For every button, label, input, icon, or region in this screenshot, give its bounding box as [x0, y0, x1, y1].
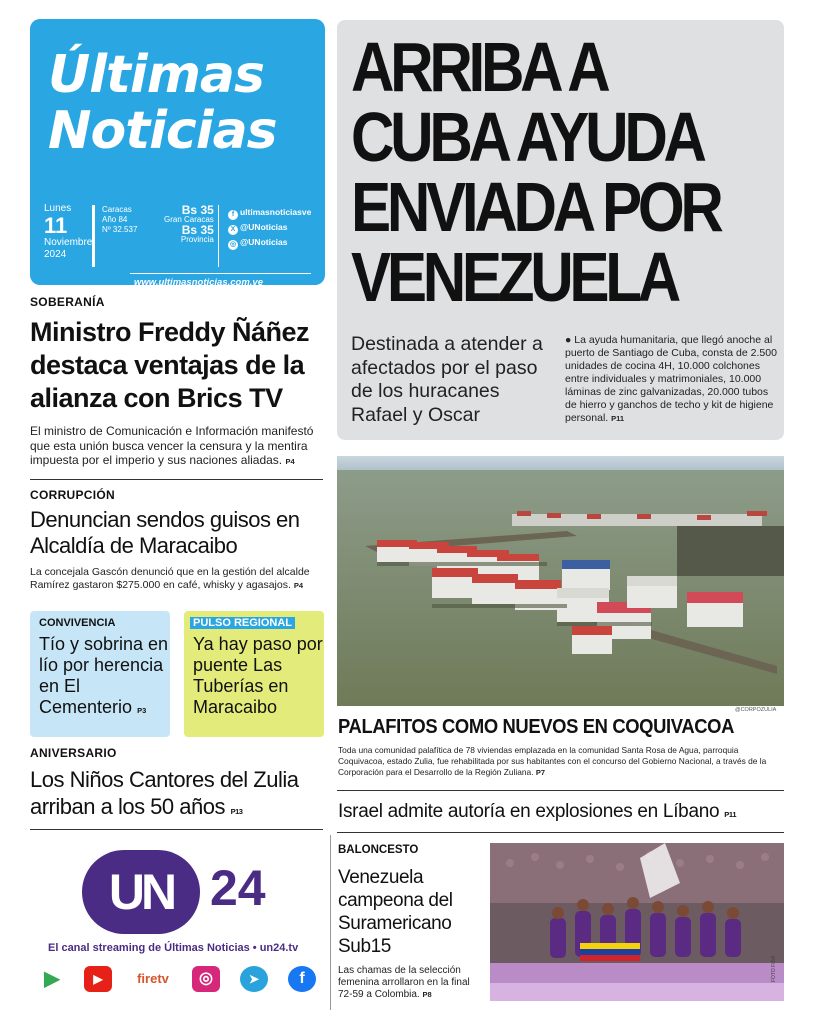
divider: [130, 273, 311, 274]
headline-convivencia: [39, 634, 170, 721]
headline-text: Los Niños Cantores del Zulia arriban a los 50 años: [30, 767, 299, 819]
divider: [92, 205, 95, 267]
volume: Año 84: [102, 215, 128, 224]
issue-info: [102, 205, 137, 235]
photo-credit: @CORPOZULIA: [735, 707, 777, 713]
day-number: 11: [44, 213, 68, 238]
divider: [218, 205, 219, 267]
social-handle: @UNoticias: [240, 237, 288, 247]
page-ref: P11: [611, 414, 625, 423]
month: Noviembre: [44, 237, 93, 248]
kicker-baloncesto: BALONCESTO: [338, 844, 419, 856]
headline-israel[interactable]: [338, 801, 736, 823]
main-headline[interactable]: [351, 28, 720, 316]
prices: [164, 205, 214, 245]
social-instagram[interactable]: [228, 235, 311, 250]
divider: [330, 835, 331, 1010]
divider: [337, 790, 784, 791]
logo-line-2: Noticias: [48, 101, 277, 161]
un24-logo-text: UN: [108, 864, 174, 920]
page-ref: P8: [422, 990, 432, 999]
body-text: Toda una comunidad palafítica de 78 viviendas emplazada en la comunidad Santa Rosa de Agua, parroquia Coquivacoa, estado Zulia, fue rehabilitada por sus habitantes con el concurso del Gobierno Nacional, a través de la Corporación para el Desarrollo de la Región Zuliana.: [338, 745, 767, 777]
kicker-convivencia: CONVIVENCIA: [39, 617, 116, 629]
logo-line-1: Últimas: [48, 45, 264, 105]
divider: [30, 829, 323, 830]
main-story: [337, 20, 784, 440]
un24-tagline: El canal streaming de Últimas Noticias • un24.tv: [48, 942, 299, 954]
un24-logo[interactable]: [82, 850, 200, 934]
price-caracas: Bs 35: [181, 203, 214, 217]
body-baloncesto: [338, 965, 484, 1001]
body-palafitos: [338, 745, 784, 778]
palafitos-photo[interactable]: [337, 456, 784, 706]
issue-number: Nº 32.537: [102, 225, 138, 234]
divider: [30, 479, 323, 480]
page-ref: P4: [293, 581, 304, 590]
page-ref: P11: [724, 810, 737, 819]
headline-text: Tío y sobrina en lío por herencia en El Cementerio: [39, 634, 169, 717]
main-body: ● La ayuda humanitaria, que llegó anoche al puerto de Santiago de Cuba, consta de 2.500 unidades de cocina 4H, 10.000 colchones entre individuales y matrimoniales, 10.000 láminas de zinc galvanizadas, 20.000 tubos de hierro y ganchos de techo y kit de higiene personal. P11: [565, 334, 777, 424]
headline-aniversario[interactable]: [30, 766, 330, 825]
social-handle: @UNoticias: [240, 222, 288, 232]
headline-line: CUBA AYUDA: [351, 98, 703, 176]
price-caracas-label: Gran Caracas: [164, 215, 214, 224]
main-body-text: La ayuda humanitaria, que llegó anoche al puerto de Santiago de Cuba, consta de 2.500 unidades de cocina 4H, 10.000 colchones entre individuales y matrimoniales, 10.000 láminas de zinc galvanizadas, 20.000 tubos de hierro y ganchos de techo y kit de higiene personal.: [565, 334, 777, 424]
body-soberania: [30, 424, 326, 470]
page-ref: P3: [137, 706, 147, 715]
x-icon: X: [228, 225, 238, 235]
app-icons: [38, 966, 328, 994]
facebook-icon[interactable]: f: [288, 966, 316, 992]
kicker-pulso: PULSO REGIONAL: [190, 617, 295, 629]
divider: [337, 832, 784, 833]
website-link[interactable]: www.ultimasnoticias.com.ve: [134, 277, 263, 288]
year: 2024: [44, 249, 67, 260]
body-text: El ministro de Comunicación e Información manifestó que esta unión busca vencer la censura y la mentira impuesta por el imperio y sus naciones aliadas.: [30, 424, 314, 467]
basketball-photo[interactable]: [490, 843, 784, 1001]
page-ref: P13: [230, 807, 243, 816]
body-text: La concejala Gascón denunció que en la gestión del alcalde Ramírez gastaron $275.000 en café, whisky y agasajos.: [30, 566, 310, 591]
headline-text: Israel admite autoría en explosiones en Líbano: [338, 801, 720, 822]
page-ref: P4: [285, 457, 295, 466]
kicker-aniversario: ANIVERSARIO: [30, 746, 117, 760]
headline-line: VENEZUELA: [351, 238, 677, 316]
instagram-icon: ◎: [229, 241, 237, 248]
kicker-corrupcion: CORRUPCIÓN: [30, 488, 116, 502]
main-subhead: Destinada a atender a afectados por el paso de los huracanes Rafael y Oscar: [351, 333, 543, 426]
masthead: [30, 19, 325, 288]
price-provincia-label: Provincia: [180, 235, 214, 244]
day-name: Lunes: [44, 203, 72, 214]
headline-line: ENVIADA POR: [351, 168, 720, 246]
story-pulso-regional[interactable]: [184, 611, 324, 737]
body-text: Las chamas de la selección femenina arrollaron en la final 72-59 a Colombia.: [338, 965, 470, 1000]
photo-credit: FOTO FIBA: [771, 955, 777, 982]
story-convivencia[interactable]: [30, 611, 170, 737]
body-corrupcion: [30, 566, 326, 592]
kicker-soberania: SOBERANÍA: [30, 295, 105, 309]
un24-number: 24: [210, 860, 266, 916]
headline-baloncesto[interactable]: Venezuela campeona del Suramericano Sub15: [338, 867, 453, 957]
headline-soberania[interactable]: Ministro Freddy Ñáñez destaca ventajas de la alianza con Brics TV: [30, 317, 310, 413]
date-block: [44, 203, 92, 261]
headline-palafitos[interactable]: PALAFITOS COMO NUEVOS EN COQUIVACOA: [338, 716, 735, 738]
headline-line: ARRIBA A: [351, 28, 607, 106]
google-play-icon[interactable]: ▶: [44, 968, 60, 990]
firetv-icon[interactable]: firetv: [137, 971, 169, 986]
page-ref: P7: [535, 768, 546, 777]
social-facebook[interactable]: [228, 205, 311, 220]
newspaper-logo[interactable]: [48, 47, 277, 159]
social-handle: ultimasnoticiasve: [240, 207, 312, 217]
headline-pulso: Ya hay paso por puente Las Tuberías en Maracaibo: [193, 634, 323, 717]
facebook-icon: f: [228, 210, 238, 220]
instagram-icon[interactable]: ◎: [192, 966, 220, 992]
social-x[interactable]: [228, 220, 311, 235]
telegram-icon[interactable]: ➤: [240, 966, 268, 992]
headline-corrupcion[interactable]: Denuncian sendos guisos en Alcaldía de Maracaibo: [30, 507, 300, 558]
youtube-icon[interactable]: ▶: [84, 966, 112, 992]
city: Caracas: [102, 205, 132, 214]
social-handles: [228, 205, 311, 250]
price-provincia: Bs 35: [181, 223, 214, 237]
